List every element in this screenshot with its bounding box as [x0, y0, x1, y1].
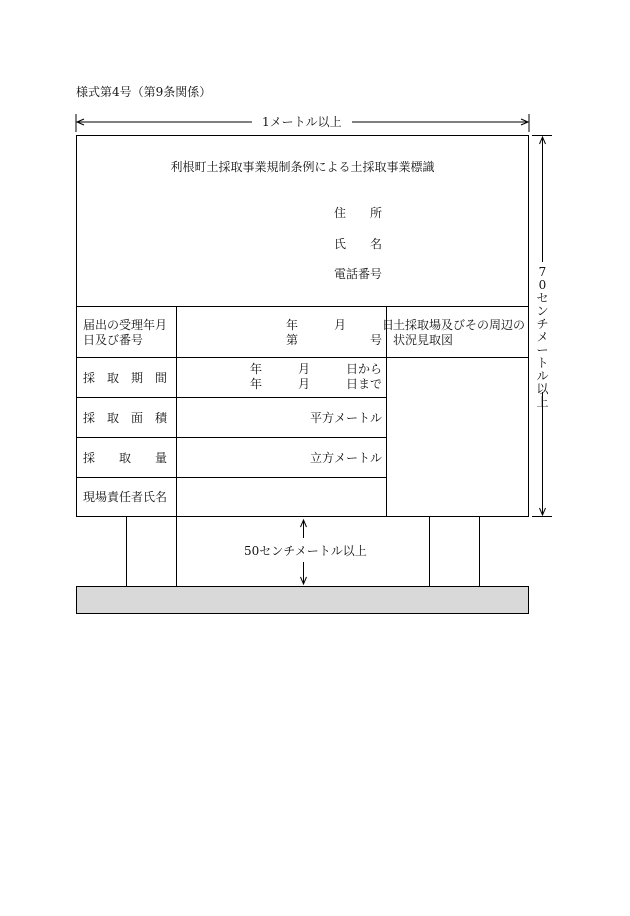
site-manager-label: 現場責任者氏名: [83, 490, 168, 504]
phone-label: 電話番号: [334, 267, 383, 281]
receipt-date-value: 年 月 日: [286, 318, 395, 332]
height-dimension-label: 70センチメートル以上: [536, 265, 549, 409]
collection-volume-label: 採 取 量: [83, 451, 168, 465]
period-from-value: 年 月 日から: [250, 362, 383, 376]
sign-title: 利根町土採取事業規制条例による土採取事業標識: [170, 160, 435, 174]
receipt-date-number-label: 届出の受理年月 日及び番号: [83, 318, 168, 347]
area-unit: 平方メートル: [310, 411, 383, 425]
site-sketch-header: 土採取場及びその周辺の 状況見取図: [393, 318, 526, 347]
collection-area-label: 採 取 面 積: [83, 411, 168, 425]
name-label: 氏 名: [334, 237, 383, 251]
address-label: 住 所: [334, 206, 383, 220]
volume-unit: 立方メートル: [310, 451, 383, 465]
form-label: 様式第4号（第9条関係）: [76, 85, 212, 99]
width-dimension-label: 1メートル以上: [262, 115, 342, 129]
period-to-value: 年 月 日まで: [250, 377, 383, 391]
receipt-number-value: 第 号: [286, 333, 383, 347]
collection-period-label: 採 取 期 間: [83, 371, 168, 385]
ground-clearance-label: 50センチメートル以上: [244, 544, 367, 558]
